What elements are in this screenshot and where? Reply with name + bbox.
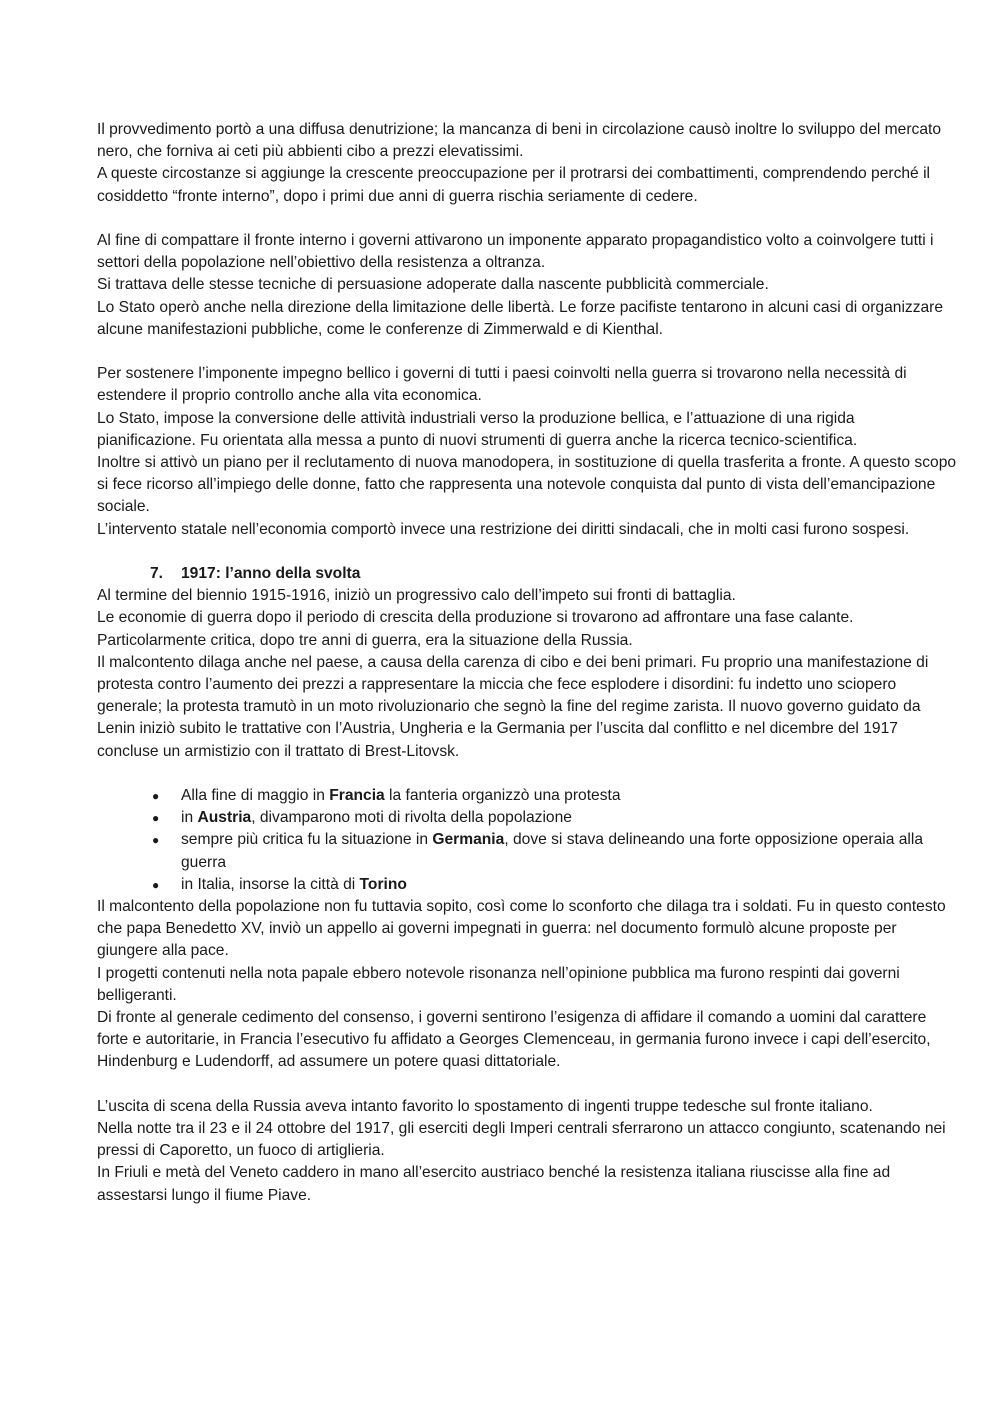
list-item: ● in Italia, insorse la città di Torino	[97, 874, 957, 896]
section-heading	[97, 563, 957, 585]
paragraph: Al termine del biennio 1915-1916, iniziò un progressivo calo dell’impeto sui fronti di battaglia.	[97, 587, 736, 605]
paragraph: Il provvedimento portò a una diffusa denutrizione; la mancanza di beni in circolazione causò inoltre lo sviluppo del mercato nero, che forniva ai ceti più abbienti cibo a prezzi elevatissimi.	[97, 121, 941, 161]
paragraph: L’uscita di scena della Russia aveva intanto favorito lo spostamento di ingenti truppe tedesche sul fronte italiano.	[97, 1097, 873, 1115]
paragraph: Le economie di guerra dopo il periodo di crescita della produzione si trovarono ad affrontare una fase calante.	[97, 609, 854, 627]
list-item: ● sempre più critica fu la situazione in Germania, dove si stava delineando una forte opposizione operaia alla guerra	[97, 829, 957, 873]
paragraph: Lo Stato, impose la conversione delle attività industriali verso la produzione bellica, e l’attuazione di una rigida pianificazione. Fu orientata alla messa a punto di nuovi strumenti di guerra anche la ricerca tecnico-scientifica.	[97, 409, 858, 449]
paragraph: In Friuli e metà del Veneto caddero in mano all’esercito austriaco benché la resistenza italiana riuscisse alla fine ad assestarsi lungo il fiume Piave.	[97, 1164, 891, 1204]
paragraph: Il malcontento della popolazione non fu tuttavia sopito, così come lo sconforto che dilaga tra i soldati. Fu in questo contesto che papa Benedetto XV, inviò un appello ai governi impegnati in guerra: nel documento formulò alcune proposte per giungere alla pace.	[97, 898, 946, 960]
section-number: 7.	[150, 565, 164, 583]
paragraph: Particolarmente critica, dopo tre anni di guerra, era la situazione della Russia.	[97, 631, 633, 649]
bold-term: Torino	[359, 875, 407, 893]
paragraph: Per sostenere l’imponente impegno bellico i governi di tutti i paesi coinvolti nella guerra si trovarono nella necessità di estendere il proprio controllo anche alla vita economica.	[97, 365, 907, 405]
paragraph-spacer	[97, 763, 957, 785]
paragraph: Inoltre si attivò un piano per il reclutamento di nuova manodopera, in sostituzione di quella trasferita a fronte. A questo scopo si fece ricorso all’impiego delle donne, fatto che rappresenta una notevole conquista dal punto di vista dell’emancipazione sociale.	[97, 454, 957, 516]
paragraph: I progetti contenuti nella nota papale ebbero notevole risonanza nell’opinione pubblica ma furono respinti dai governi belligeranti.	[97, 964, 900, 1004]
paragraph: Di fronte al generale cedimento del consenso, i governi sentirono l’esigenza di affidare il comando a uomini dal carattere forte e autoritarie, in Francia l’esecutivo fu affidato a Georges Clemenceau, in germania furono invece i capi dell’esercito, Hindenburg e Ludendorff, ad assumere un potere quasi dittatoriale.	[97, 1009, 931, 1071]
paragraph-spacer	[97, 541, 957, 563]
document-page	[97, 119, 957, 1207]
bold-term: Germania	[432, 831, 505, 849]
paragraph: Lo Stato operò anche nella direzione della limitazione delle libertà. Le forze pacifiste tentarono in alcuni casi di organizzare alcune manifestazioni pubbliche, come le conferenze di Zimmerwald e di Kienthal.	[97, 298, 944, 338]
paragraph-spacer	[97, 1074, 957, 1096]
paragraph: Nella notte tra il 23 e il 24 ottobre del 1917, gli eserciti degli Imperi centrali sferrarono un attacco congiunto, scatenando nei pressi di Caporetto, un fuoco di artiglieria.	[97, 1120, 946, 1160]
paragraph: L’intervento statale nell’economia comportò invece una restrizione dei diritti sindacali, che in molti casi furono sospesi.	[97, 520, 910, 538]
paragraph-spacer	[97, 208, 957, 230]
list-item: ● Alla fine di maggio in Francia la fanteria organizzò una protesta	[97, 785, 957, 807]
section-title: 1917: l’anno della svolta	[181, 565, 361, 583]
paragraph: Al fine di compattare il fronte interno i governi attivarono un imponente apparato propagandistico volto a coinvolgere tutti i settori della popolazione nell’obiettivo della resistenza a oltranza.	[97, 232, 934, 272]
paragraph: Si trattava delle stesse tecniche di persuasione adoperate dalla nascente pubblicità commerciale.	[97, 276, 769, 294]
paragraph-spacer	[97, 341, 957, 363]
paragraph: A queste circostanze si aggiunge la crescente preoccupazione per il protrarsi dei combattimenti, comprendendo perché il cosiddetto “fronte interno”, dopo i primi due anni di guerra rischia seriamente di cedere.	[97, 165, 930, 205]
bold-term: Austria	[197, 809, 252, 827]
list-item: ● in Austria, divamparono moti di rivolta della popolazione	[97, 807, 957, 829]
bold-term: Francia	[329, 787, 385, 805]
paragraph: Il malcontento dilaga anche nel paese, a causa della carenza di cibo e dei beni primari. Fu proprio una manifestazione di protesta contro l’aumento dei prezzi a rappresentare la miccia che fece esplodere i disordini: fu indetto uno sciopero generale; la protesta tramutò in un moto rivoluzionario che segnò la fine del regime zarista. Il nuovo governo guidato da Lenin iniziò subito le trattative con l’Austria, Ungheria e la Germania per l’uscita dal conflitto e nel dicembre del 1917 concluse un armistizio con il trattato di Brest-Litovsk.	[97, 653, 929, 760]
bullet-list	[97, 785, 957, 896]
